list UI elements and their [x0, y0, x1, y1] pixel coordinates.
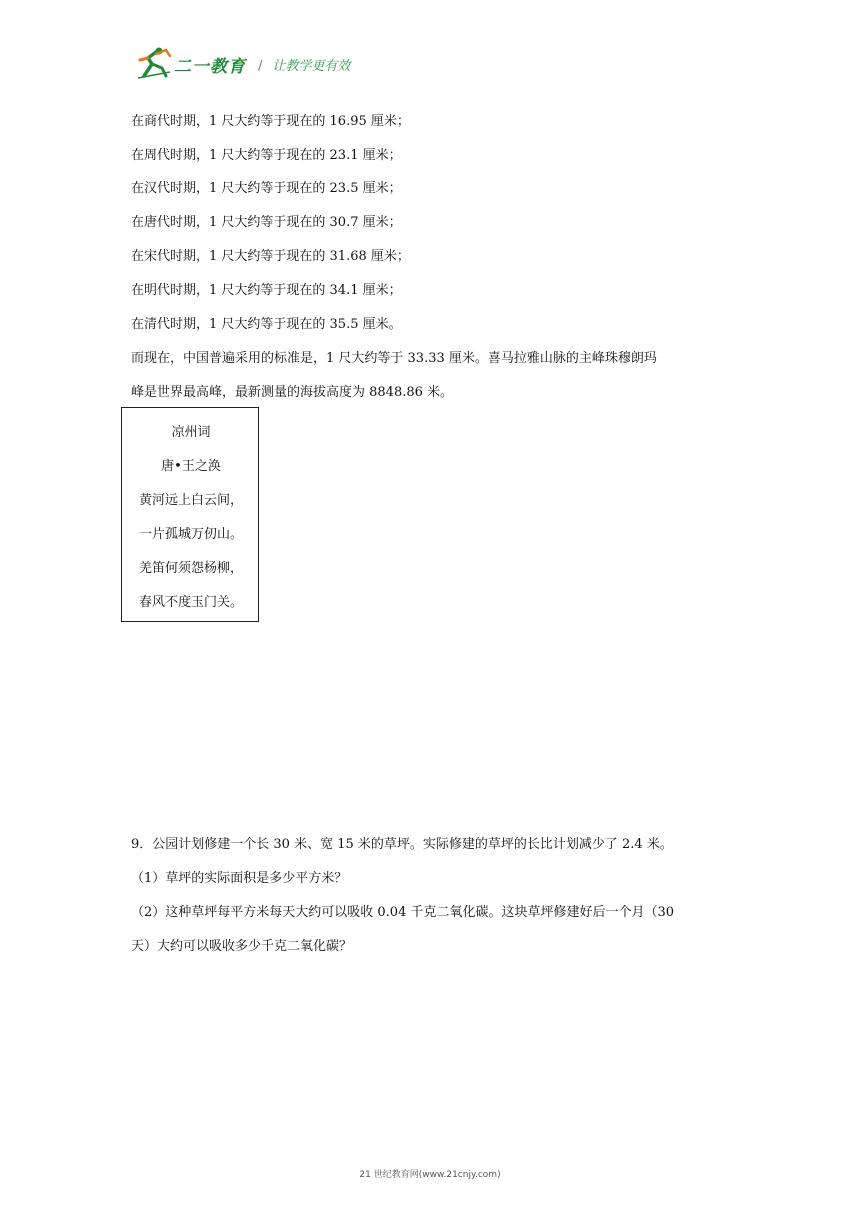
question-part-2: （2）这种草坪每平方米每天大约可以吸收 0.04 千克二氧化碳。这块草坪修建好后一个月（30 — [131, 905, 675, 920]
page-footer: 21 世纪教育网(www.21cnjy.com) — [359, 1170, 501, 1180]
paragraph-line: 在商代时期，1 尺大约等于现在的 16.95 厘米； — [131, 114, 410, 129]
poem-line: 黄河远上白云间， — [138, 493, 243, 508]
paragraph-line: 而现在，中国普遍采用的标准是，1 尺大约等于 33.33 厘米。喜马拉雅山脉的主峰珠穆朗玛 — [131, 351, 657, 366]
paragraph-line: 在清代时期，1 尺大约等于现在的 35.5 厘米。 — [131, 317, 402, 332]
paragraph-line: 在周代时期，1 尺大约等于现在的 23.1 厘米； — [131, 148, 402, 163]
poem-line: 羌笛何须怨杨柳， — [138, 561, 243, 576]
paragraph-line: 峰是世界最高峰，最新测量的海拔高度为 8848.86 米。 — [131, 385, 454, 400]
slogan-text: 让教学更有效 — [272, 59, 351, 74]
poem-box — [121, 407, 259, 622]
question-stem: 9．公园计划修建一个长 30 米、宽 15 米的草坪。实际修建的草坪的长比计划减少了 2.4 米。 — [131, 837, 673, 852]
page-header — [136, 46, 536, 82]
paragraph-line: 在唐代时期，1 尺大约等于现在的 30.7 厘米； — [131, 215, 402, 230]
poem-author: 唐•王之涣 — [161, 459, 221, 474]
poem-line: 春风不度玉门关。 — [138, 595, 243, 610]
poem-title: 凉州词 — [171, 425, 211, 440]
paragraph-line: 在汉代时期，1 尺大约等于现在的 23.5 厘米； — [131, 181, 402, 196]
poem-line: 一片孤城万仞山。 — [138, 527, 243, 542]
paragraph-line: 在明代时期，1 尺大约等于现在的 34.1 厘米； — [131, 283, 402, 298]
question-part-1: （1）草坪的实际面积是多少平方米？ — [131, 871, 348, 886]
slogan-divider: / — [258, 59, 263, 74]
logo-text: 二一教育 — [174, 57, 246, 77]
paragraph-line: 在宋代时期，1 尺大约等于现在的 31.68 厘米； — [131, 249, 410, 264]
runner-logo-icon — [136, 46, 174, 80]
slogan — [258, 55, 350, 74]
question-part-2-continued: 天）大约可以吸收多少千克二氧化碳？ — [131, 939, 353, 954]
